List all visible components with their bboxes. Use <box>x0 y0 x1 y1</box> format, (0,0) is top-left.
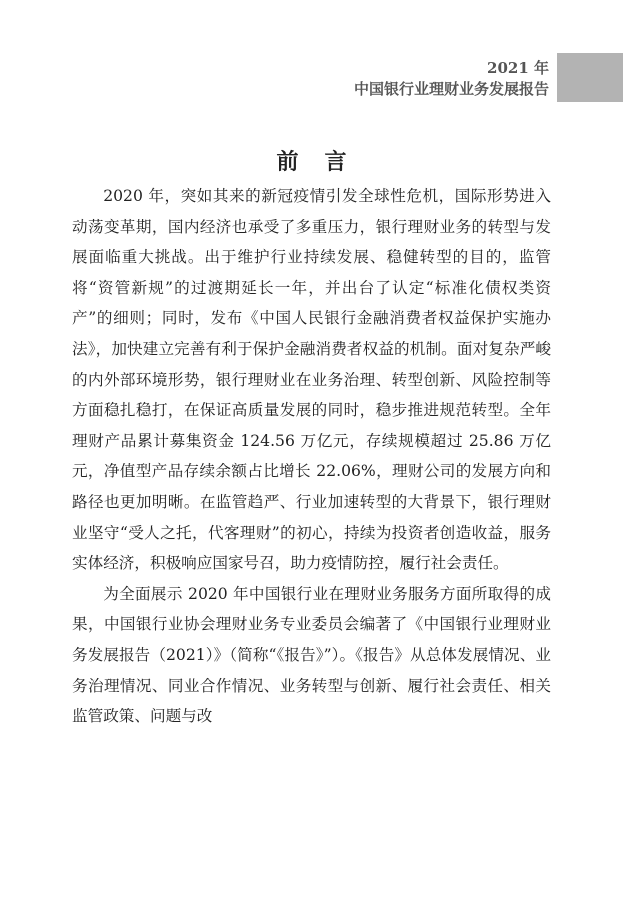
paragraph-1: 2020 年，突如其来的新冠疫情引发全球性危机，国际形势进入动荡变革期，国内经济也承受了多重压力，银行理财业务的转型与发展面临重大挑战。出于维护行业持续发展、稳健转型的目的，监管将“资管新规”的过渡期延长一年，并出台了认定“标准化债权类资产”的细则；同时，发布《中国人民银行金融消费者权益保护实施办法》，加快建立完善有利于保护金融消费者权益的机制。面对复杂严峻的内外部环境形势，银行理财业在业务治理、转型创新、风险控制等方面稳扎稳打，在保证高质量发展的同时，稳步推进规范转型。全年理财产品累计募集资金 124.56 万亿元，存续规模超过 25.86 万亿元，净值型产品存续余额占比增长 22.06%，理财公司的发展方向和路径也更加明晰。在监管趋严、行业加速转型的大背景下，银行理财业坚守“受人之托，代客理财”的初心，持续为投资者创造收益，服务实体经济，积极响应国家号召，助力疫情防控，履行社会责任。 <box>72 187 551 573</box>
body-text <box>72 181 551 732</box>
header-year: 2021 年 <box>487 59 549 77</box>
paragraph-2: 为全面展示 2020 年中国银行业在理财业务服务方面所取得的成果，中国银行业协会理财业务专业委员会编著了《中国银行业理财业务发展报告（2021）》（简称“《报告》”）。《报告》从总体发展情况、业务治理情况、同业合作情况、业务转型与创新、履行社会责任、相关监管政策、问题与改 <box>72 584 551 726</box>
page-title: 前言 <box>276 149 373 175</box>
header-tab-block <box>557 53 623 102</box>
header-report-title: 中国银行业理财业务发展报告 <box>353 80 549 98</box>
